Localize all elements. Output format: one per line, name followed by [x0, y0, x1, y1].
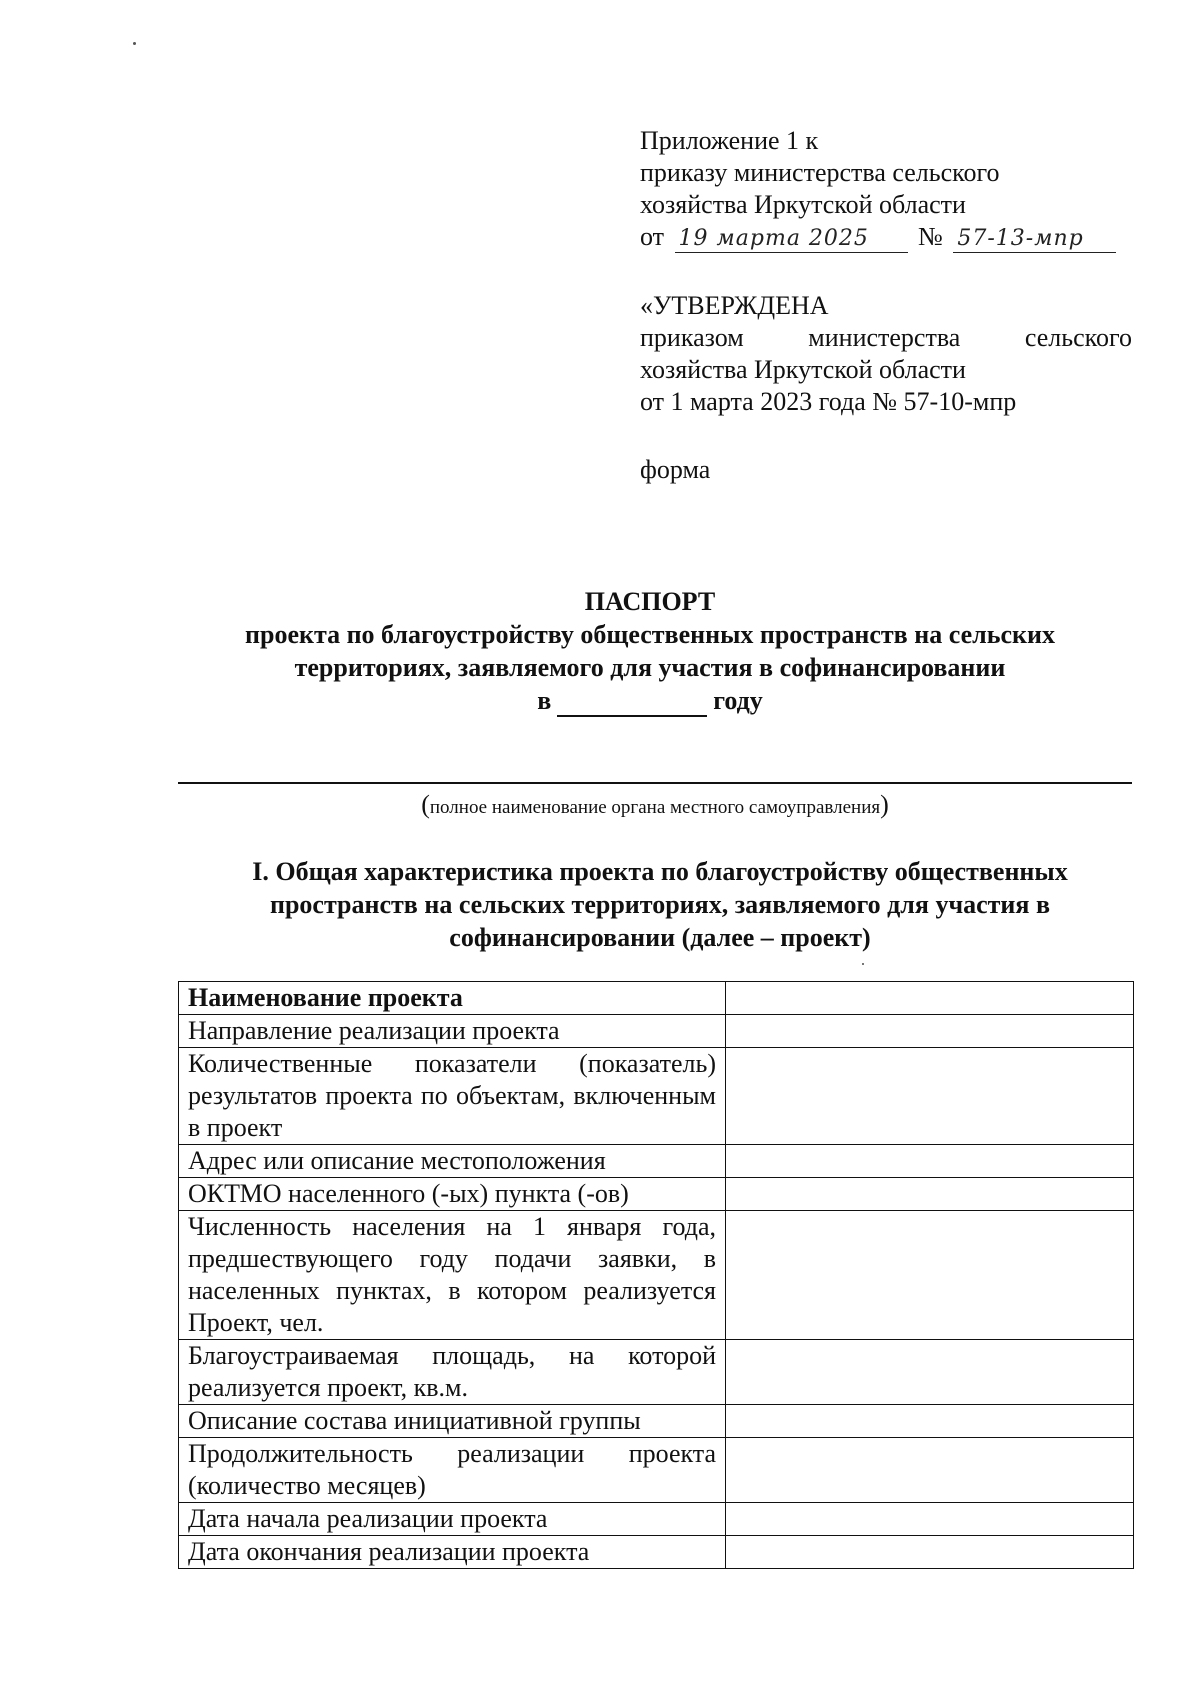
section-line-3: софинансировании (далее – проект): [449, 923, 871, 952]
appendix-header: [640, 125, 1132, 253]
approved-line-1: «УТВЕРЖДЕНА: [640, 291, 829, 320]
date-prefix: от: [640, 222, 665, 251]
paren-close: ): [880, 790, 889, 819]
form-label: форма: [640, 455, 711, 484]
row-label: Адрес или описание местоположения: [179, 1145, 726, 1178]
handwritten-number: 57-13-мпр: [953, 226, 1116, 253]
row-value-cell[interactable]: [726, 982, 1134, 1015]
section-line-1: I. Общая характеристика проекта по благоустройству общественных: [252, 857, 1068, 886]
table-row: [179, 1405, 1134, 1438]
table-row: [179, 1340, 1134, 1405]
table-row: [179, 982, 1134, 1015]
table-row: [179, 1503, 1134, 1536]
row-value-cell[interactable]: [726, 1015, 1134, 1048]
paren-open: (: [421, 790, 430, 819]
title-year-line: [150, 684, 1150, 717]
approved-word: сельского: [1024, 323, 1132, 352]
appendix-word: сельского: [892, 158, 1000, 187]
passport-table: [178, 981, 1134, 1569]
approved-line-3: хозяйства Иркутской области: [640, 355, 966, 384]
appendix-word: министерства: [733, 158, 886, 187]
table-row: [179, 1015, 1134, 1048]
scan-speck: [133, 42, 136, 45]
row-label: Описание состава инициативной группы: [179, 1405, 726, 1438]
table-row: [179, 1145, 1134, 1178]
appendix-word: приказу: [640, 158, 728, 187]
title-heading: ПАСПОРТ: [584, 587, 716, 616]
row-value-cell[interactable]: [726, 1438, 1134, 1503]
appendix-line-1: Приложение 1 к: [640, 126, 819, 155]
row-label: Дата окончания реализации проекта: [179, 1536, 726, 1569]
row-value-cell[interactable]: [726, 1536, 1134, 1569]
row-label: ОКТМО населенного (-ых) пункта (-ов): [179, 1178, 726, 1211]
appendix-date-line: [640, 221, 1132, 253]
approved-word: министерства: [808, 323, 961, 352]
table-row: [179, 1438, 1134, 1503]
title-line-2: территориях, заявляемого для участия в софинансировании: [294, 653, 1006, 682]
org-name-caption: [178, 790, 1132, 820]
row-value-cell[interactable]: [726, 1145, 1134, 1178]
number-sign: №: [918, 222, 943, 251]
section-line-2: пространств на сельских территориях, заявляемого для участия в: [269, 890, 1051, 919]
handwritten-date: 19 марта 2025: [675, 226, 908, 253]
row-label: Численность населения на 1 января года, предшествующего году подачи заявки, в населенных пунктах, в котором реализуется Проект, чел.: [179, 1211, 726, 1340]
year-blank: [557, 691, 707, 717]
row-value-cell[interactable]: [726, 1503, 1134, 1536]
row-label: Количественные показатели (показатель) результатов проекта по объектам, включенным в проект: [179, 1048, 726, 1145]
table-row: [179, 1048, 1134, 1145]
section-heading: [200, 855, 1120, 954]
table-row: [179, 1178, 1134, 1211]
row-label: Наименование проекта: [179, 982, 726, 1015]
row-value-cell[interactable]: [726, 1178, 1134, 1211]
row-label: Благоустраиваемая площадь, на которой реализуется проект, кв.м.: [179, 1340, 726, 1405]
row-label: Направление реализации проекта: [179, 1015, 726, 1048]
row-label: Дата начала реализации проекта: [179, 1503, 726, 1536]
approval-block: [640, 290, 1132, 418]
row-value-cell[interactable]: [726, 1405, 1134, 1438]
table-row: [179, 1536, 1134, 1569]
approved-line-2: [640, 322, 1132, 354]
org-name-line: [178, 782, 1132, 784]
document-title: [150, 585, 1150, 717]
row-label: Продолжительность реализации проекта (количество месяцев): [179, 1438, 726, 1503]
year-suffix: году: [713, 686, 763, 715]
org-caption-text: полное наименование органа местного самоуправления: [429, 797, 881, 818]
row-value-cell[interactable]: [726, 1048, 1134, 1145]
scan-speck: [862, 963, 864, 965]
approved-word: приказом: [640, 323, 744, 352]
appendix-line-3: хозяйства Иркутской области: [640, 190, 966, 219]
year-prefix: в: [537, 686, 552, 715]
row-value-cell[interactable]: [726, 1340, 1134, 1405]
row-value-cell[interactable]: [726, 1211, 1134, 1340]
table-row: [179, 1211, 1134, 1340]
title-line-1: проекта по благоустройству общественных пространств на сельских: [245, 620, 1055, 649]
appendix-line-2: [640, 157, 1132, 189]
approved-line-4: от 1 марта 2023 года № 57-10-мпр: [640, 387, 1017, 416]
